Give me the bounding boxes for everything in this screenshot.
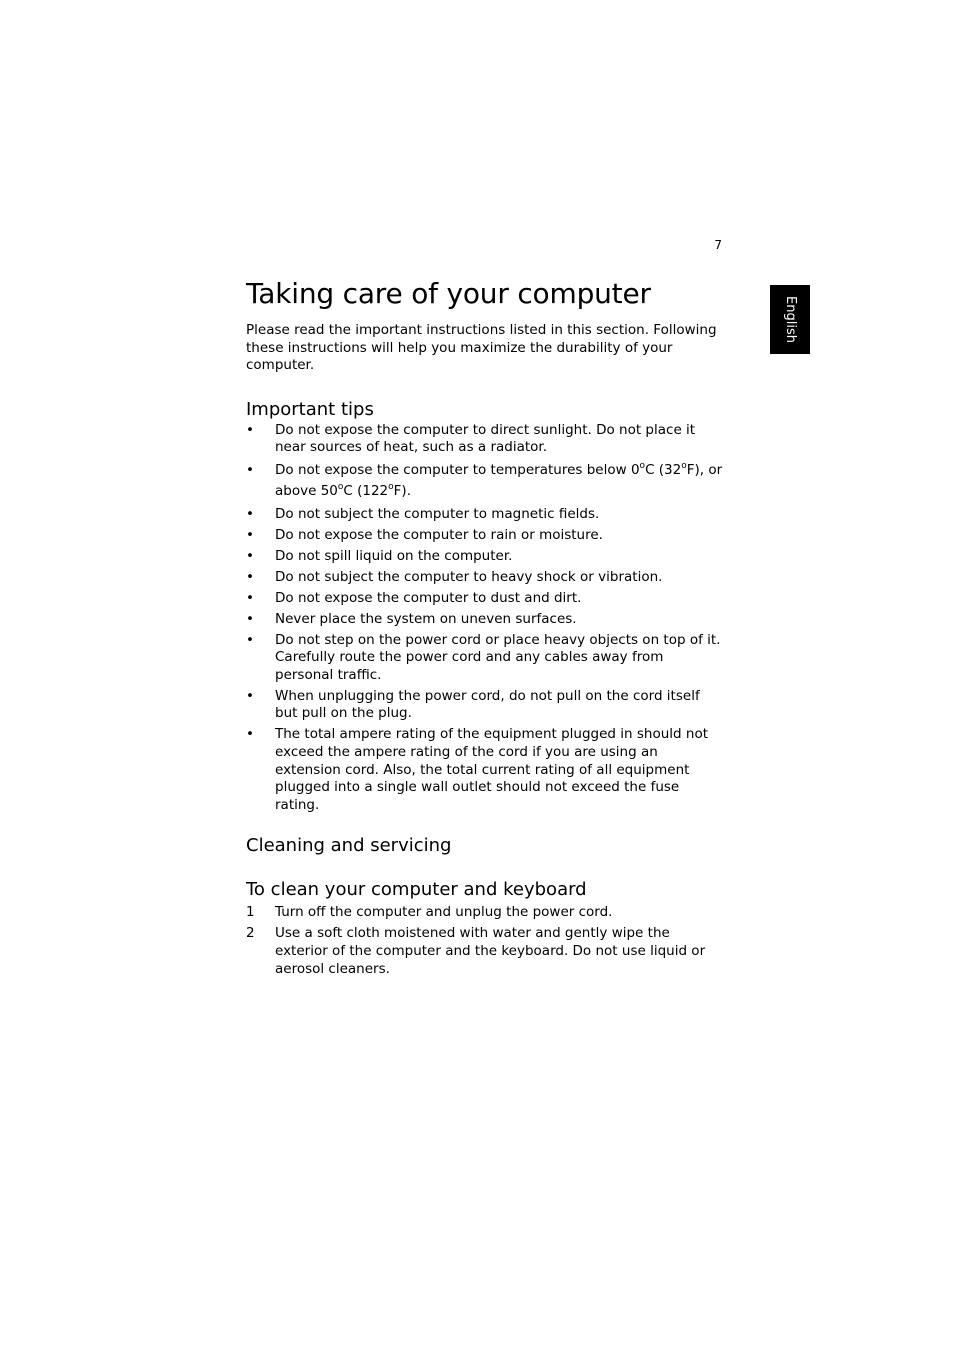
tip-text: Do not spill liquid on the computer. <box>275 547 513 564</box>
bullet-marker: • <box>246 726 254 743</box>
tip-text-part: F). <box>393 483 411 500</box>
bullet-marker: • <box>246 589 254 606</box>
tips-list <box>246 422 724 815</box>
bullet-marker: • <box>246 687 254 704</box>
cleaning-steps-list <box>246 904 724 978</box>
tip-text-part: F), or above 50 <box>275 462 723 500</box>
tip-text: Do not expose the computer to rain or moisture. <box>275 526 603 543</box>
bullet-marker: • <box>246 568 254 585</box>
bullet-marker: • <box>246 421 254 438</box>
list-item <box>246 569 724 587</box>
step-number: 2 <box>246 925 255 942</box>
degree-sign: o <box>639 461 646 472</box>
important-tips-heading: Important tips <box>246 398 374 420</box>
keyboard-cleaning-heading: To clean your computer and keyboard <box>246 879 587 901</box>
list-item <box>246 925 724 978</box>
intro-paragraph: Please read the important instructions listed in this section. Following these instructions will help you maximize the durability of your computer. <box>246 322 717 374</box>
list-item <box>246 506 724 524</box>
language-tab <box>770 285 810 354</box>
list-item <box>246 904 724 922</box>
tip-text-part: C (122 <box>343 483 389 500</box>
list-item <box>246 460 724 502</box>
list-item <box>246 726 724 814</box>
tip-text: Do not step on the power cord or place heavy objects on top of it. Carefully route the power cord and any cables away from personal traffic. <box>275 631 721 683</box>
list-item <box>246 632 724 685</box>
tip-text-part: C (32 <box>645 462 682 479</box>
tip-text: Do not expose the computer to direct sunlight. Do not place it near sources of heat, such as a radiator. <box>275 421 696 456</box>
list-item <box>246 548 724 566</box>
tip-text: Never place the system on uneven surfaces. <box>275 610 577 627</box>
tip-text: Do not subject the computer to magnetic fields. <box>275 505 600 522</box>
tip-text: Do not expose the computer to dust and dirt. <box>275 589 582 606</box>
tip-text: The total ampere rating of the equipment plugged in should not exceed the ampere rating of the cord if you are using an extension cord. Also, the total current rating of all equipment plugged into a single wall outlet should not exceed the fuse rating. <box>275 726 708 813</box>
list-item <box>246 422 724 457</box>
page-content <box>246 276 724 978</box>
bullet-marker: • <box>246 526 254 543</box>
tip-text-part: Do not expose the computer to temperatures below 0 <box>275 462 640 479</box>
bullet-marker: • <box>246 610 254 627</box>
bullet-marker: • <box>246 547 254 564</box>
bullet-marker: • <box>246 505 254 522</box>
cleaning-heading: Cleaning and servicing <box>246 835 452 857</box>
bullet-marker: • <box>246 631 254 648</box>
degree-sign: o <box>681 461 687 472</box>
degree-sign: o <box>388 482 394 493</box>
step-text: Turn off the computer and unplug the power cord. <box>275 904 613 921</box>
page-number: 7 <box>714 238 722 252</box>
language-tab-label: English <box>782 296 798 343</box>
list-item <box>246 688 724 723</box>
tip-text: Do not subject the computer to heavy shock or vibration. <box>275 568 663 585</box>
degree-sign: o <box>337 482 344 493</box>
bullet-marker: • <box>246 462 254 479</box>
list-item <box>246 611 724 629</box>
list-item <box>246 590 724 608</box>
list-item <box>246 527 724 545</box>
page-title: Taking care of your computer <box>246 277 651 310</box>
step-number: 1 <box>246 904 255 921</box>
step-text: Use a soft cloth moistened with water and gently wipe the exterior of the computer and the keyboard. Do not use liquid or aerosol cleaners. <box>275 925 706 977</box>
tip-text: When unplugging the power cord, do not pull on the cord itself but pull on the plug. <box>275 687 700 722</box>
